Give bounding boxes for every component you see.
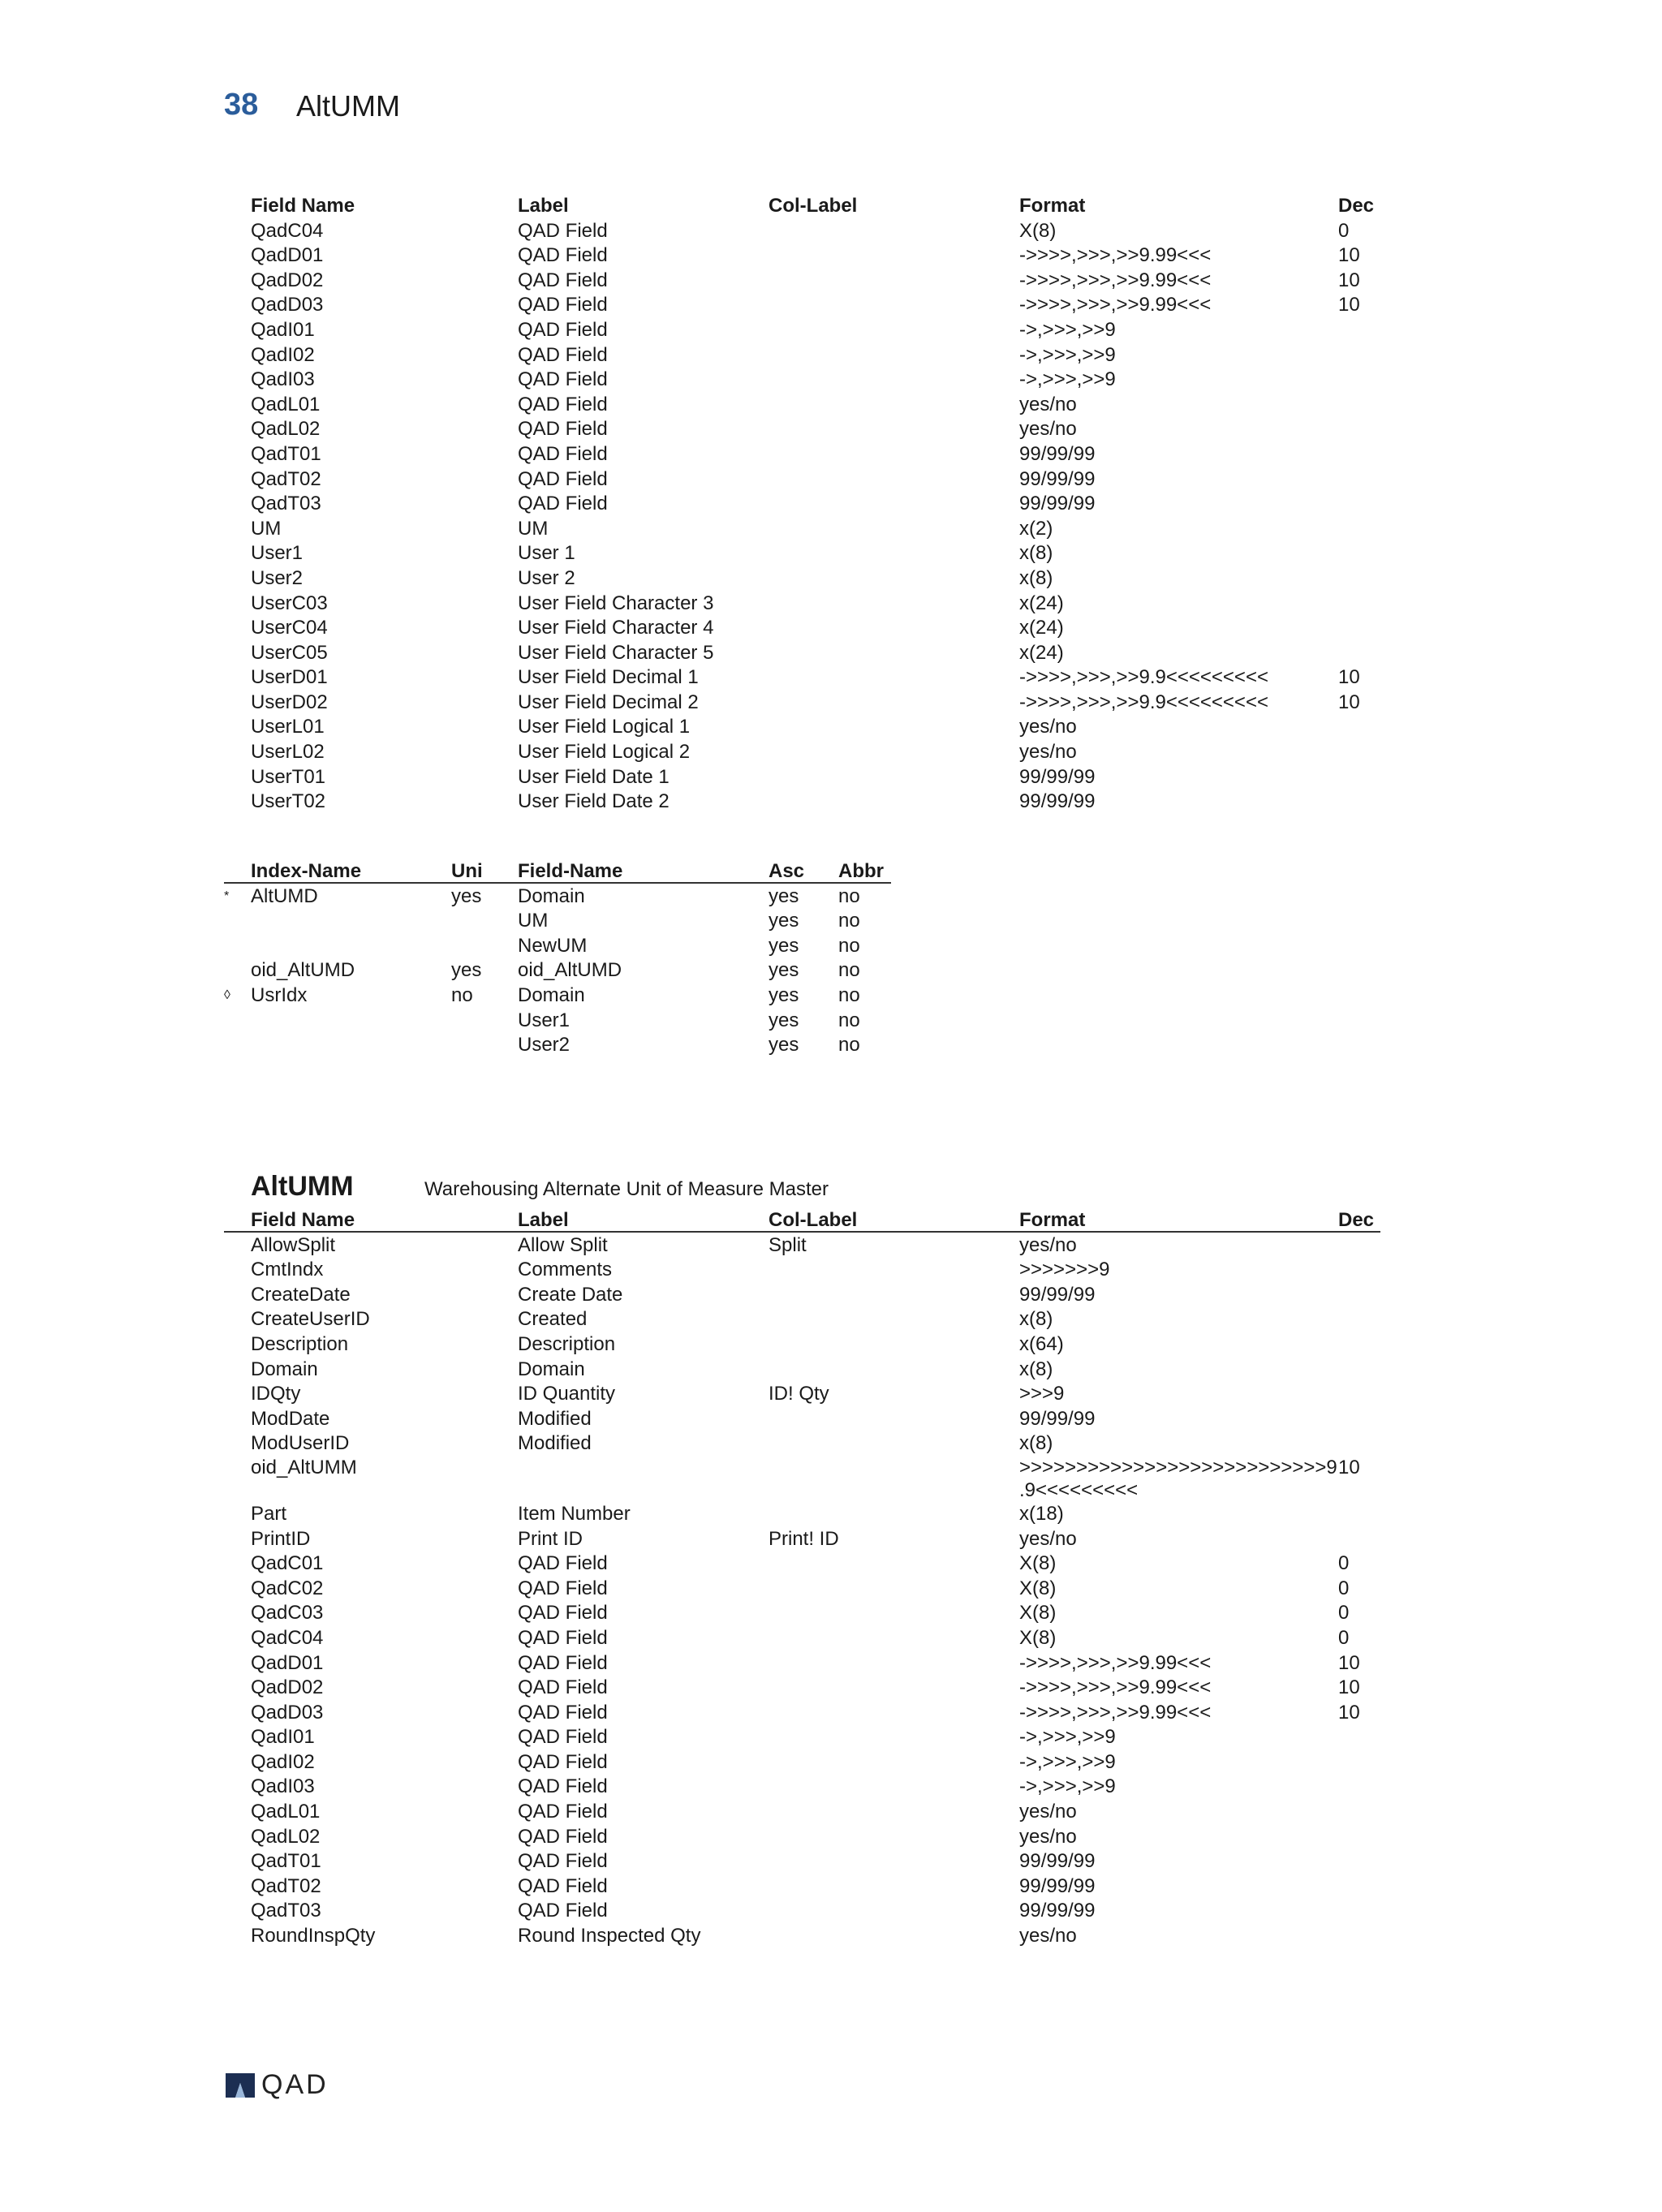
table-row [0, 740, 1662, 765]
column-header-abbr: Abbr [838, 860, 884, 882]
field-table [0, 1208, 1662, 1949]
table-row [0, 1431, 1662, 1457]
cell-field-name: CreateUserID [251, 1308, 370, 1331]
cell-dec: 0 [1338, 1552, 1350, 1575]
table-row [0, 1899, 1662, 1924]
cell-format: x(8) [1019, 566, 1053, 589]
cell-index-marker: ◊ [224, 988, 230, 1002]
cell-asc: yes [769, 934, 799, 957]
cell-dec: 10 [1338, 294, 1360, 316]
cell-format: ->>>>,>>>,>>9.99<<< [1019, 294, 1212, 316]
table-row [0, 665, 1662, 691]
cell-dec: 0 [1338, 219, 1350, 242]
cell-field-name: UserL01 [251, 716, 325, 738]
cell-label: QAD Field [518, 418, 608, 441]
cell-field-name: QadD02 [251, 269, 324, 291]
cell-format: ->,>>>,>>9 [1019, 1750, 1116, 1773]
cell-label: Print ID [518, 1527, 583, 1550]
running-title: AltUMM [296, 89, 400, 123]
cell-abbr: no [838, 934, 860, 957]
cell-label: QAD Field [518, 269, 608, 291]
table-row [0, 1775, 1662, 1800]
cell-format: ->,>>>,>>9 [1019, 1726, 1116, 1749]
table-row [0, 393, 1662, 418]
table-row [0, 1233, 1662, 1259]
cell-format: yes/no [1019, 716, 1077, 738]
cell-dec: 0 [1338, 1602, 1350, 1625]
table-row [0, 765, 1662, 790]
cell-label: QAD Field [518, 1602, 608, 1625]
cell-label: QAD Field [518, 1626, 608, 1649]
cell-field-name: QadI03 [251, 1775, 315, 1798]
cell-label: QAD Field [518, 1900, 608, 1922]
index-header-row [0, 859, 1662, 884]
cell-format: >>>>>>>>>>>>>>>>>>>>>>>>>>>9 .9<<<<<<<<< [1019, 1456, 1337, 1501]
table-row [0, 492, 1662, 517]
cell-label: Allow Split [518, 1233, 608, 1256]
cell-format: yes/no [1019, 741, 1077, 764]
cell-label: User Field Character 4 [518, 617, 714, 639]
table-header-row [0, 1208, 1662, 1233]
cell-index-name: UsrIdx [251, 983, 308, 1006]
cell-field-name: QadC01 [251, 1552, 324, 1575]
table-row [0, 243, 1662, 269]
cell-dec: 10 [1338, 1676, 1360, 1699]
cell-label: QAD Field [518, 1676, 608, 1699]
cell-field-name: Domain [518, 983, 585, 1006]
cell-field-name: UserL02 [251, 741, 325, 764]
table-row [0, 1457, 1662, 1502]
cell-field-name: QadD01 [251, 244, 324, 267]
cell-label: QAD Field [518, 493, 608, 515]
cell-format: X(8) [1019, 1577, 1057, 1599]
section-title: AltUMM [251, 1171, 354, 1202]
cell-field-name: UM [251, 517, 282, 540]
table-row [0, 1874, 1662, 1900]
cell-label: UM [518, 517, 549, 540]
cell-field-name: Domain [251, 1358, 318, 1380]
cell-field-name: Description [251, 1332, 349, 1355]
cell-label: Modified [518, 1407, 592, 1430]
cell-label: QAD Field [518, 219, 608, 242]
cell-label: QAD Field [518, 1701, 608, 1724]
cell-field-name: QadI03 [251, 368, 315, 391]
cell-label: User 2 [518, 566, 575, 589]
cell-field-name: RoundInspQty [251, 1925, 376, 1947]
cell-format: x(8) [1019, 1432, 1053, 1455]
cell-abbr: no [838, 959, 860, 982]
column-header-format: Format [1019, 195, 1086, 217]
cell-format: 99/99/99 [1019, 1283, 1096, 1306]
cell-field-name: QadD02 [251, 1676, 324, 1699]
column-header-format: Format [1019, 1209, 1086, 1231]
cell-format: yes/no [1019, 1825, 1077, 1848]
cell-field-name: QadL02 [251, 418, 321, 441]
cell-label: User Field Logical 1 [518, 716, 691, 738]
table-row [0, 1750, 1662, 1775]
cell-dec: 0 [1338, 1626, 1350, 1649]
cell-field-name: UserC04 [251, 617, 328, 639]
cell-format: yes/no [1019, 1527, 1077, 1550]
cell-format: ->>>>,>>>,>>9.99<<< [1019, 1676, 1212, 1699]
cell-label: QAD Field [518, 244, 608, 267]
cell-label: QAD Field [518, 1726, 608, 1749]
column-header-field-name: Field Name [251, 1209, 355, 1231]
cell-field-name: CmtIndx [251, 1259, 324, 1281]
table-header-row [0, 194, 1662, 219]
cell-label: QAD Field [518, 1552, 608, 1575]
cell-field-name: QadT01 [251, 1850, 321, 1873]
cell-index-marker: * [224, 889, 230, 903]
cell-field-name: User1 [251, 542, 304, 565]
table-row [0, 1676, 1662, 1701]
cell-label: Comments [518, 1259, 613, 1281]
cell-asc: yes [769, 1034, 799, 1057]
index-table [0, 859, 1662, 1058]
index-row [0, 958, 1662, 983]
cell-dec: 10 [1338, 269, 1360, 291]
cell-format: x(8) [1019, 1358, 1053, 1380]
section-description: Warehousing Alternate Unit of Measure Master [424, 1178, 829, 1200]
cell-format: 99/99/99 [1019, 1900, 1096, 1922]
table-row [0, 368, 1662, 393]
cell-field-name: UserC05 [251, 641, 328, 664]
cell-dec: 10 [1338, 1651, 1360, 1674]
index-row [0, 1009, 1662, 1034]
table-row [0, 517, 1662, 542]
cell-format: ->>>>,>>>,>>9.99<<< [1019, 244, 1212, 267]
cell-format: X(8) [1019, 1626, 1057, 1649]
cell-label: QAD Field [518, 368, 608, 391]
cell-field-name: QadD03 [251, 1701, 324, 1724]
cell-format: ->,>>>,>>9 [1019, 343, 1116, 366]
cell-asc: yes [769, 884, 799, 907]
cell-uni: yes [451, 884, 482, 907]
cell-label: QAD Field [518, 1651, 608, 1674]
cell-asc: yes [769, 959, 799, 982]
cell-field-name: Part [251, 1502, 287, 1525]
cell-format: x(24) [1019, 592, 1064, 614]
cell-field-name: UserD02 [251, 691, 328, 713]
cell-dec: 0 [1338, 1577, 1350, 1599]
column-header-uni: Uni [451, 860, 483, 882]
cell-field-name: QadT03 [251, 493, 321, 515]
cell-field-name: ModDate [251, 1407, 330, 1430]
cell-dec: 10 [1338, 244, 1360, 267]
cell-field-name: oid_AltUMM [251, 1456, 357, 1478]
table-row [0, 1725, 1662, 1750]
cell-field-name: QadL01 [251, 1801, 321, 1823]
column-header-label: Label [518, 195, 569, 217]
cell-label: User Field Logical 2 [518, 741, 691, 764]
cell-format: 99/99/99 [1019, 467, 1096, 490]
cell-field-name: QadC02 [251, 1577, 324, 1599]
cell-field-name: QadT02 [251, 1874, 321, 1897]
cell-field-name: AllowSplit [251, 1233, 336, 1256]
cell-field-name: QadC04 [251, 219, 324, 242]
table-row [0, 417, 1662, 442]
table-row [0, 1307, 1662, 1332]
cell-format: ->,>>>,>>9 [1019, 318, 1116, 341]
cell-format: yes/no [1019, 1233, 1077, 1256]
cell-field-name: User2 [518, 1034, 571, 1057]
index-row [0, 884, 1662, 910]
cell-col-label: Split [769, 1233, 807, 1256]
cell-format: x(64) [1019, 1332, 1064, 1355]
cell-label: Domain [518, 1358, 585, 1380]
column-header-field-name: Field-Name [518, 860, 623, 882]
column-header-col-label: Col-Label [769, 1209, 858, 1231]
cell-field-name: UserT01 [251, 765, 326, 788]
cell-dec: 10 [1338, 1701, 1360, 1724]
cell-format: yes/no [1019, 1925, 1077, 1947]
cell-format: 99/99/99 [1019, 765, 1096, 788]
cell-field-name: QadD01 [251, 1651, 324, 1674]
cell-format: 99/99/99 [1019, 1850, 1096, 1873]
cell-field-name: oid_AltUMD [518, 959, 622, 982]
cell-format: 99/99/99 [1019, 1407, 1096, 1430]
cell-asc: yes [769, 983, 799, 1006]
cell-format: yes/no [1019, 393, 1077, 415]
table-row [0, 790, 1662, 815]
column-header-field-name: Field Name [251, 195, 355, 217]
table-row [0, 1800, 1662, 1825]
cell-format: x(8) [1019, 1308, 1053, 1331]
table-row [0, 467, 1662, 493]
cell-format: 99/99/99 [1019, 1874, 1096, 1897]
cell-label: User Field Character 3 [518, 592, 714, 614]
table-row [0, 1601, 1662, 1626]
cell-uni: yes [451, 959, 482, 982]
cell-label: QAD Field [518, 1750, 608, 1773]
table-row [0, 592, 1662, 617]
cell-field-name: UM [518, 910, 549, 932]
cell-field-name: UserC03 [251, 592, 328, 614]
cell-format: X(8) [1019, 219, 1057, 242]
table-row [0, 442, 1662, 467]
cell-label: User Field Decimal 2 [518, 691, 699, 713]
cell-field-name: User2 [251, 566, 304, 589]
cell-col-label: ID! Qty [769, 1383, 829, 1405]
cell-field-name: PrintID [251, 1527, 311, 1550]
column-header-index-name: Index-Name [251, 860, 362, 882]
cell-format: ->>>>,>>>,>>9.99<<< [1019, 269, 1212, 291]
cell-field-name: CreateDate [251, 1283, 351, 1306]
field-table-continued [0, 194, 1662, 815]
cell-dec: 10 [1338, 666, 1360, 689]
column-header-label: Label [518, 1209, 569, 1231]
table-row [0, 1358, 1662, 1383]
cell-format: x(24) [1019, 641, 1064, 664]
cell-field-name: QadC04 [251, 1626, 324, 1649]
cell-label: QAD Field [518, 442, 608, 465]
table-row [0, 1407, 1662, 1432]
cell-format: X(8) [1019, 1602, 1057, 1625]
cell-format: x(2) [1019, 517, 1053, 540]
cell-index-name: oid_AltUMD [251, 959, 355, 982]
cell-field-name: QadI01 [251, 1726, 315, 1749]
cell-format: ->>>>,>>>,>>9.9<<<<<<<<< [1019, 691, 1268, 713]
cell-label: Item Number [518, 1502, 631, 1525]
cell-label: User 1 [518, 542, 575, 565]
cell-label: QAD Field [518, 1825, 608, 1848]
cell-asc: yes [769, 1009, 799, 1031]
cell-uni: no [451, 983, 473, 1006]
table-row [0, 566, 1662, 592]
column-header-dec: Dec [1338, 1209, 1375, 1231]
table-row [0, 1258, 1662, 1283]
cell-label: User Field Date 2 [518, 790, 670, 813]
page-number: 38 [224, 88, 259, 122]
table-row [0, 1382, 1662, 1407]
table-row [0, 1626, 1662, 1651]
cell-dec: 10 [1338, 691, 1360, 713]
table-row [0, 691, 1662, 716]
cell-field-name: User1 [518, 1009, 571, 1031]
cell-field-name: QadT02 [251, 467, 321, 490]
cell-format: X(8) [1019, 1552, 1057, 1575]
table-row [0, 1651, 1662, 1676]
cell-field-name: QadT01 [251, 442, 321, 465]
column-header-asc: Asc [769, 860, 805, 882]
cell-field-name: IDQty [251, 1383, 301, 1405]
cell-format: >>>9 [1019, 1383, 1065, 1405]
cell-abbr: no [838, 884, 860, 907]
cell-label: QAD Field [518, 1801, 608, 1823]
cell-index-name: AltUMD [251, 884, 318, 907]
cell-format: yes/no [1019, 418, 1077, 441]
cell-field-name: QadI01 [251, 318, 315, 341]
cell-field-name: QadI02 [251, 343, 315, 366]
table-row [0, 219, 1662, 244]
cell-label: QAD Field [518, 393, 608, 415]
cell-label: User Field Character 5 [518, 641, 714, 664]
index-row [0, 983, 1662, 1009]
cell-format: 99/99/99 [1019, 493, 1096, 515]
cell-field-name: ModUserID [251, 1432, 350, 1455]
cell-label: Create Date [518, 1283, 623, 1306]
cell-format: >>>>>>>9 [1019, 1259, 1110, 1281]
cell-field-name: QadD03 [251, 294, 324, 316]
cell-label: Description [518, 1332, 616, 1355]
index-row [0, 934, 1662, 959]
table-row [0, 715, 1662, 740]
table-row [0, 343, 1662, 368]
index-row [0, 909, 1662, 934]
table-row [0, 1701, 1662, 1726]
cell-format: ->>>>,>>>,>>9.99<<< [1019, 1651, 1212, 1674]
table-row [0, 293, 1662, 318]
table-row [0, 641, 1662, 666]
cell-format: ->,>>>,>>9 [1019, 368, 1116, 391]
table-row [0, 1825, 1662, 1850]
cell-label: QAD Field [518, 1850, 608, 1873]
qad-logo [224, 2069, 329, 2101]
cell-abbr: no [838, 983, 860, 1006]
cell-label: User Field Decimal 1 [518, 666, 699, 689]
table-row [0, 1332, 1662, 1358]
cell-field-name: Domain [518, 884, 585, 907]
cell-format: yes/no [1019, 1801, 1077, 1823]
index-row [0, 1033, 1662, 1058]
table-row [0, 616, 1662, 641]
cell-field-name: UserT02 [251, 790, 326, 813]
cell-abbr: no [838, 1009, 860, 1031]
cell-label: QAD Field [518, 1775, 608, 1798]
cell-format: x(8) [1019, 542, 1053, 565]
cell-label: ID Quantity [518, 1383, 616, 1405]
cell-dec: 10 [1338, 1456, 1360, 1478]
table-row [0, 318, 1662, 343]
cell-field-name: QadC03 [251, 1602, 324, 1625]
cell-label: QAD Field [518, 1577, 608, 1599]
cell-field-name: QadL02 [251, 1825, 321, 1848]
table-row [0, 541, 1662, 566]
table-row [0, 1849, 1662, 1874]
table-row [0, 1924, 1662, 1949]
table-row [0, 1527, 1662, 1552]
cell-format: ->>>>,>>>,>>9.99<<< [1019, 1701, 1212, 1724]
cell-abbr: no [838, 1034, 860, 1057]
column-header-dec: Dec [1338, 195, 1375, 217]
cell-label: Created [518, 1308, 588, 1331]
cell-label: Modified [518, 1432, 592, 1455]
table-row [0, 1502, 1662, 1527]
cell-col-label: Print! ID [769, 1527, 839, 1550]
cell-format: x(18) [1019, 1502, 1064, 1525]
cell-label: Round Inspected Qty [518, 1925, 701, 1947]
qad-logo-icon [224, 2072, 256, 2099]
cell-abbr: no [838, 910, 860, 932]
cell-format: ->>>>,>>>,>>9.9<<<<<<<<< [1019, 666, 1268, 689]
cell-format: ->,>>>,>>9 [1019, 1775, 1116, 1798]
table-row [0, 1577, 1662, 1602]
cell-label: User Field Date 1 [518, 765, 670, 788]
cell-label: QAD Field [518, 467, 608, 490]
cell-label: QAD Field [518, 1874, 608, 1897]
cell-label: QAD Field [518, 343, 608, 366]
table-row [0, 1283, 1662, 1308]
cell-label: QAD Field [518, 318, 608, 341]
cell-format: 99/99/99 [1019, 442, 1096, 465]
cell-asc: yes [769, 910, 799, 932]
cell-field-name: QadI02 [251, 1750, 315, 1773]
cell-field-name: QadL01 [251, 393, 321, 415]
cell-label: QAD Field [518, 294, 608, 316]
qad-logo-text: QAD [261, 2069, 329, 2100]
table-row [0, 269, 1662, 294]
cell-format: 99/99/99 [1019, 790, 1096, 813]
cell-field-name: QadT03 [251, 1900, 321, 1922]
cell-field-name: NewUM [518, 934, 588, 957]
cell-field-name: UserD01 [251, 666, 328, 689]
table-row [0, 1551, 1662, 1577]
cell-format: x(24) [1019, 617, 1064, 639]
column-header-col-label: Col-Label [769, 195, 858, 217]
